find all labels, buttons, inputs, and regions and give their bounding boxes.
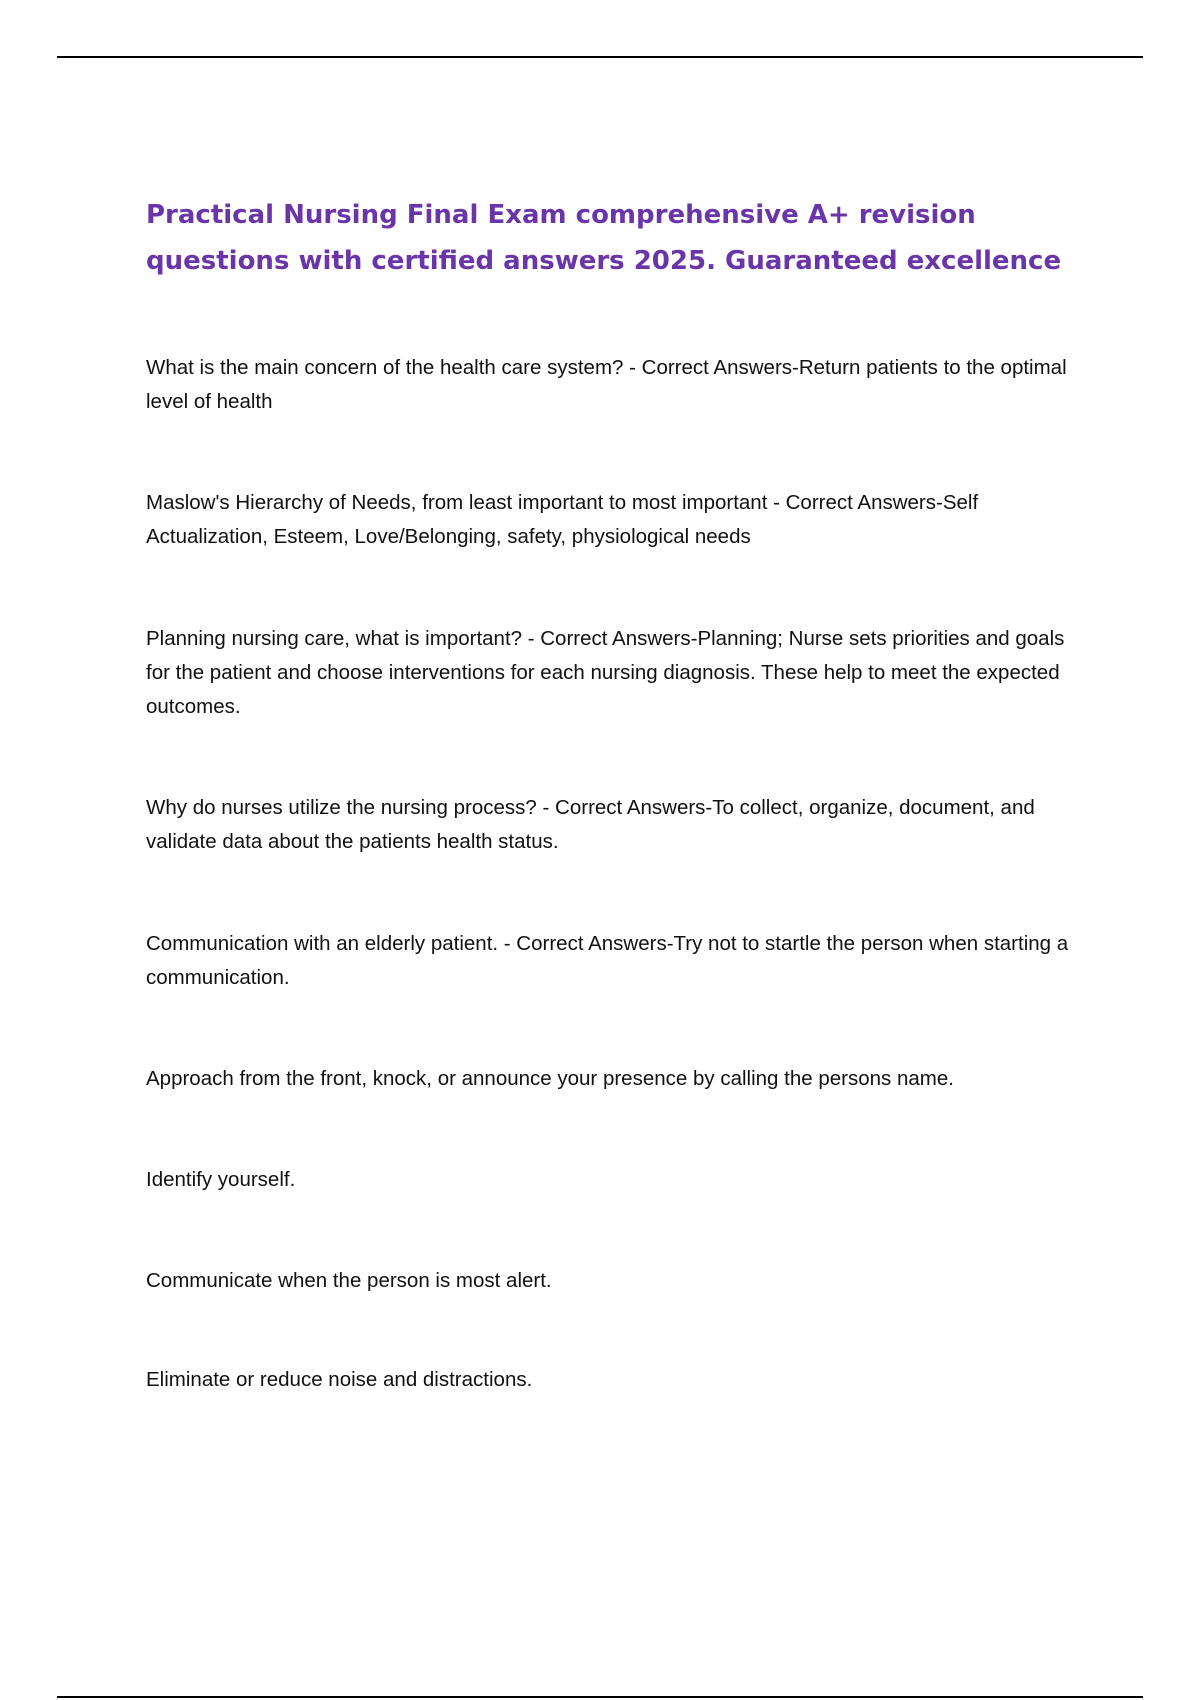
note-item-3: Communicate when the person is most alert. xyxy=(146,1269,552,1292)
note-item-4: Eliminate or reduce noise and distractions. xyxy=(146,1368,533,1391)
bottom-rule xyxy=(57,1696,1143,1698)
note-item-2: Identify yourself. xyxy=(146,1168,296,1191)
qa-item-2: Maslow's Hierarchy of Needs, from least important to most important - Correct Answers-Self Actualization, Esteem, Love/Belonging, safety, physiological needs xyxy=(146,491,979,548)
document-title: Practical Nursing Final Exam comprehensive A+ revision questions with certified answers 2025. Guaranteed excellence xyxy=(146,200,1062,276)
qa-item-1: What is the main concern of the health care system? - Correct Answers-Return patients to the optimal level of health xyxy=(146,356,1067,413)
qa-item-3: Planning nursing care, what is important? - Correct Answers-Planning; Nurse sets priorities and goals for the patient and choose interventions for each nursing diagnosis. These help to meet the expected outcomes. xyxy=(146,627,1065,718)
qa-item-4: Why do nurses utilize the nursing process? - Correct Answers-To collect, organize, document, and validate data about the patients health status. xyxy=(146,796,1035,853)
note-item-1: Approach from the front, knock, or announce your presence by calling the persons name. xyxy=(146,1067,954,1090)
top-rule xyxy=(57,56,1143,58)
qa-item-5: Communication with an elderly patient. - Correct Answers-Try not to startle the person when starting a communication. xyxy=(146,932,1069,989)
